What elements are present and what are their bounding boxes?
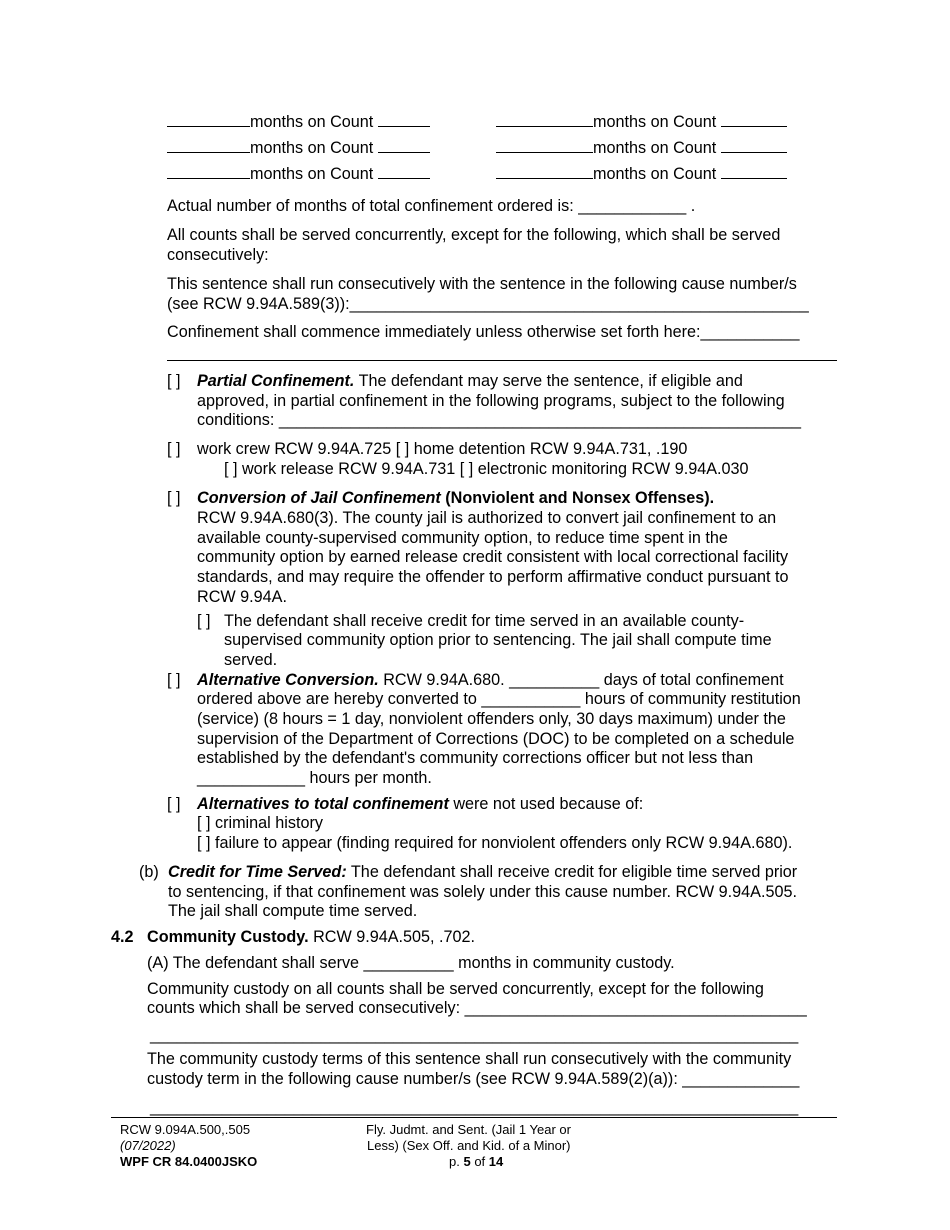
alternative-line-2: ordered above are hereby converted to ___________ hours of community restitution: [197, 690, 801, 708]
concurrent-line-2: consecutively:: [167, 246, 269, 264]
footer-form-number: WPF CR 84.0400JSKO: [120, 1154, 258, 1169]
commence-blank-line: [167, 360, 837, 361]
months-row-3-right: months on Count: [496, 164, 787, 184]
section-heading: Community Custody. RCW 9.94A.505, .702.: [147, 928, 476, 946]
custody-term-1: The community custody terms of this sentence shall run consecutively with the community: [147, 1050, 792, 1068]
footer-date: (07/2022): [120, 1138, 176, 1153]
custody-term-2: custody term in the following cause number/s (see RCW 9.94A.589(2)(a)): _____________: [147, 1070, 800, 1088]
alternative-line-1: Alternative Conversion. RCW 9.94A.680. __________ days of total confinement: [197, 671, 784, 689]
partial-line-2: approved, in partial confinement in the following programs, subject to the following: [197, 392, 785, 410]
credit-option-checkbox[interactable]: [ ]: [197, 612, 211, 630]
alternative-conversion-checkbox[interactable]: [ ]: [167, 671, 181, 689]
custody-concurrent-3: ________________________________________________________________________: [150, 1026, 799, 1044]
consecutive-line-2: (see RCW 9.94A.589(3)):___________________________________________________: [167, 295, 809, 313]
months-row-2-left: months on Count: [167, 138, 430, 158]
custody-term-3: ________________________________________________________________________: [150, 1098, 799, 1116]
concurrent-line-1: All counts shall be served concurrently, except for the following, which shall be served: [167, 226, 781, 244]
conversion-line-2: available county-supervised community option, to reduce time spent in the: [197, 529, 728, 547]
section-number: 4.2: [111, 928, 134, 946]
months-row-1-left: months on Count: [167, 112, 430, 132]
alternative-line-4: supervision of the Department of Corrections (DOC) to be completed on a schedule: [197, 730, 795, 748]
consecutive-line-1: This sentence shall run consecutively with the sentence in the following cause number/s: [167, 275, 797, 293]
months-row-2-right: months on Count: [496, 138, 787, 158]
alternatives-total-checkbox[interactable]: [ ]: [167, 795, 181, 813]
conversion-line-3: community option by earned release credit consistent with local correctional facility: [197, 548, 789, 566]
criminal-history-option[interactable]: [ ] criminal history: [197, 814, 323, 832]
credit-line-2: to sentencing, if that confinement was solely under this cause number. RCW 9.94A.505.: [168, 883, 797, 901]
conversion-checkbox[interactable]: [ ]: [167, 489, 181, 507]
months-row-1-right: months on Count: [496, 112, 787, 132]
programs-line-1: work crew RCW 9.94A.725 [ ] home detention RCW 9.94A.731, .190: [197, 440, 688, 458]
alternative-line-3: (service) (8 hours = 1 day, nonviolent offenders only, 30 days maximum) under the: [197, 710, 786, 728]
failure-to-appear-option[interactable]: [ ] failure to appear (finding required for nonviolent offenders only RCW 9.94A.680).: [197, 834, 793, 852]
credit-option-line-2: supervised community option prior to sentencing. The jail shall compute time: [224, 631, 772, 649]
footer-title-2: Less) (Sex Off. and Kid. of a Minor): [367, 1138, 571, 1153]
footer-rcw: RCW 9.094A.500,.505: [120, 1122, 251, 1137]
partial-checkbox[interactable]: [ ]: [167, 372, 181, 390]
credit-option-line-1: The defendant shall receive credit for time served in an available county-: [224, 612, 745, 630]
footer-page: p. 5 of 14: [449, 1154, 504, 1169]
alternative-line-6: ____________ hours per month.: [197, 769, 432, 787]
partial-line-1: Partial Confinement. The defendant may serve the sentence, if eligible and: [197, 372, 743, 390]
conversion-line-4: standards, and may require the offender to perform affirmative conduct pursuant to: [197, 568, 789, 586]
credit-marker: (b): [139, 863, 159, 881]
alternative-line-5: established by the defendant's community corrections officer but not less than: [197, 749, 754, 767]
conversion-line-1: RCW 9.94A.680(3). The county jail is authorized to convert jail confinement to an: [197, 509, 777, 527]
partial-line-3: conditions: __________________________________________________________: [197, 411, 802, 429]
conversion-title: Conversion of Jail Confinement (Nonviolent and Nonsex Offenses).: [197, 489, 715, 507]
credit-line-3: The jail shall compute time served.: [168, 902, 418, 920]
footer-rule: [111, 1117, 837, 1118]
credit-line-1: Credit for Time Served: The defendant shall receive credit for eligible time served prior: [168, 863, 798, 881]
months-row-3-left: months on Count: [167, 164, 430, 184]
custody-concurrent-1: Community custody on all counts shall be served concurrently, except for the following: [147, 980, 764, 998]
programs-line-2: [ ] work release RCW 9.94A.731 [ ] electronic monitoring RCW 9.94A.030: [224, 460, 749, 478]
commence-line: Confinement shall commence immediately unless otherwise set forth here:___________: [167, 323, 800, 341]
custody-months-line: (A) The defendant shall serve __________ months in community custody.: [147, 954, 675, 972]
alternatives-total-title: Alternatives to total confinement were not used because of:: [197, 795, 644, 813]
work-crew-checkbox[interactable]: [ ]: [167, 440, 181, 458]
credit-option-line-3: served.: [224, 651, 278, 669]
conversion-line-5: RCW 9.94A.: [197, 588, 287, 606]
actual-months-line: Actual number of months of total confinement ordered is: ____________ .: [167, 197, 696, 215]
footer-title-1: Fly. Judmt. and Sent. (Jail 1 Year or: [366, 1122, 571, 1137]
custody-concurrent-2: counts which shall be served consecutively: ______________________________________: [147, 999, 807, 1017]
